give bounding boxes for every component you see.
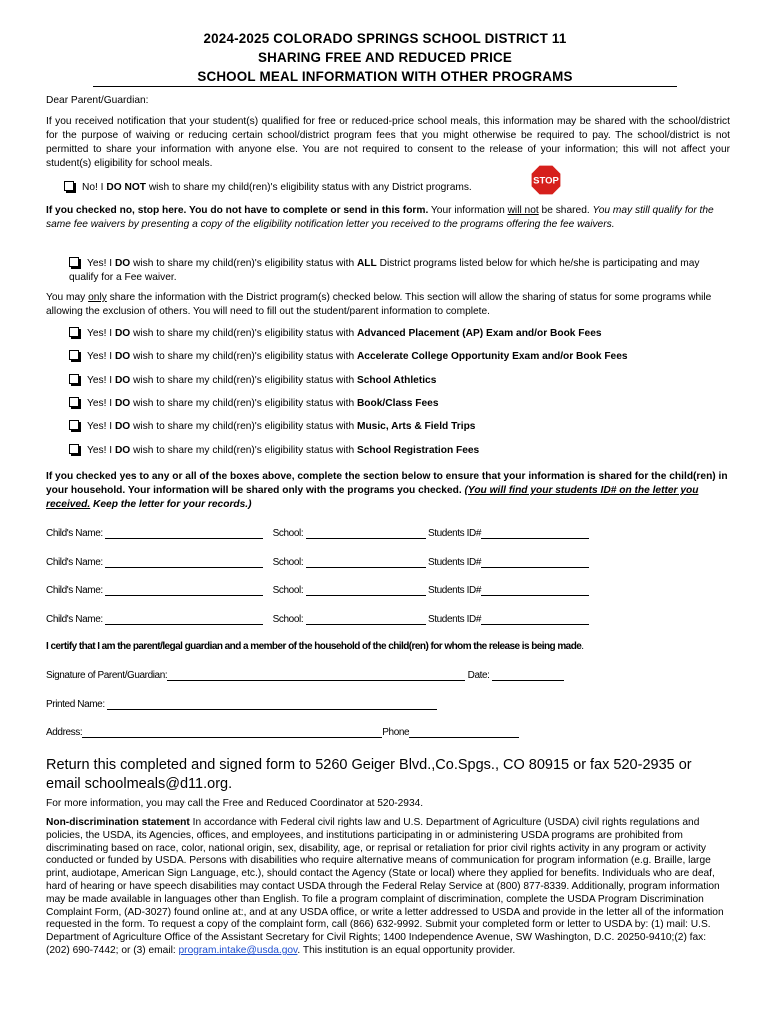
more-info: For more information, you may call the Free and Reduced Coordinator at 520-2934. — [46, 798, 424, 809]
student-id-field[interactable] — [481, 557, 589, 568]
child-row-3: Child's Name: School: Students ID# — [46, 585, 589, 596]
option-row: Yes! I DO wish to share my child(ren)'s eligibility status with Advanced Placement (AP) Exam and/or Book Fees — [69, 327, 730, 341]
all-programs-checkbox[interactable] — [69, 257, 79, 267]
school-field[interactable] — [306, 585, 426, 596]
all-programs-option: Yes! I DO wish to share my child(ren)'s eligibility status with ALL District programs listed below for which he/she is participating and may qualify for a Fee waiver. — [69, 258, 700, 283]
stop-note: If you checked no, stop here. You do not have to complete or send in this form. Your information will not be shared. You may still qualify for the same fee waivers by presenting a copy of the eligibility notification letter you received to the programs offering the fee waivers. — [46, 205, 714, 230]
school-field[interactable] — [306, 614, 426, 625]
signature-field[interactable] — [167, 670, 465, 681]
address-field[interactable] — [82, 727, 382, 738]
option-row: Yes! I DO wish to share my child(ren)'s eligibility status with School Athletics — [69, 374, 730, 388]
student-id-field[interactable] — [481, 528, 589, 539]
option-checkbox[interactable] — [69, 350, 79, 360]
address-row: Address: Phone — [46, 727, 519, 738]
school-field[interactable] — [306, 528, 426, 539]
certify-statement: I certify that I am the parent/legal guardian and a member of the household of the child(ren) for whom the release is being made. — [46, 641, 584, 652]
option-checkbox[interactable] — [69, 420, 79, 430]
school-field[interactable] — [306, 557, 426, 568]
option-checkbox[interactable] — [69, 374, 79, 384]
no-checkbox[interactable] — [64, 181, 74, 191]
title-line-2: SHARING FREE AND REDUCED PRICE — [258, 50, 512, 65]
option-row: Yes! I DO wish to share my child(ren)'s eligibility status with Accelerate College Opportunity Exam and/or Book Fees — [69, 350, 730, 364]
signature-row: Signature of Parent/Guardian: Date: — [46, 670, 564, 681]
form-title — [0, 0, 770, 87]
child-name-field[interactable] — [105, 557, 263, 568]
complete-note: If you checked yes to any or all of the boxes above, complete the section below to ensure that your information is shared for the child(ren) in your household. Your information will be shared only with the programs you checked. (You will find your students ID# on the letter you received. Keep the letter for your records.) — [46, 471, 728, 510]
student-id-field[interactable] — [481, 585, 589, 596]
printed-name-field[interactable] — [107, 699, 437, 710]
title-line-1: 2024-2025 COLORADO SPRINGS SCHOOL DISTRICT 11 — [203, 31, 567, 46]
phone-field[interactable] — [409, 727, 519, 738]
intro-paragraph: If you received notification that your student(s) qualified for free or reduced-price school meals, this information may be shared with the school/district for the purpose of waiving or reducing certain school/district program fees that you might otherwise be required to pay. The school/district is not permitted to share your information with anyone else. You are not required to consent to the release of your information; this will not affect your student(s) eligibility for school meals. — [46, 116, 730, 169]
printed-name-row: Printed Name: — [46, 699, 437, 710]
title-line-3: SCHOOL MEAL INFORMATION WITH OTHER PROGRAMS — [93, 67, 676, 87]
child-row-1: Child's Name: School: Students ID# — [46, 528, 589, 539]
return-instructions: Return this completed and signed form to 5260 Geiger Blvd.,Co.Spgs., CO 80915 or fax 520-2935 or email schoolmeals@d11.org. — [46, 757, 692, 792]
option-checkbox[interactable] — [69, 444, 79, 454]
option-row: Yes! I DO wish to share my child(ren)'s eligibility status with School Registration Fees — [69, 444, 730, 458]
student-id-field[interactable] — [481, 614, 589, 625]
nondiscrimination-statement: Non-discrimination statement In accordance with Federal civil rights law and U.S. Department of Agriculture (USDA) civil rights regulations and policies, the USDA, its Agencies, offices, and employees, and institutions participating in or administering USDA programs are prohibited from discriminating based on race, color, national origin, sex, disability, age, or reprisal or retaliation for prior civil rights activity in any program or activity conducted or funded by USDA. Persons with disabilities who require alternative means of communication for program information (e.g. Braille, large print, audiotape, American Sign Language, etc.), should contact the Agency (State or local) where they applied for benefits. Individuals who are deaf, hard of hearing or have speech disabilities may contact USDA through the Federal Relay Service at (800) 877-8339. Additionally, program information may be made available in languages other than English. To file a program complaint of discrimination, complete the USDA Program Discrimination Complaint Form, (AD-3027) found online at:, and at any USDA office, or write a letter addressed to USDA and provide in the letter all of the information requested in the form. To request a copy of the complaint form, call (866) 632-9992. Submit your completed form or letter to USDA by: (1) mail: U.S. Department of Agriculture Office of the Assistant Secretary for Civil Rights; 1400 Independence Avenue, SW Washington, D.C. 20250-9410;(2) fax: (202) 690-7442; or (3) email: program.intake@usda.gov. This institution is an equal opportunity provider. — [46, 817, 724, 956]
child-name-field[interactable] — [105, 528, 263, 539]
date-field[interactable] — [492, 670, 564, 681]
option-row: Yes! I DO wish to share my child(ren)'s eligibility status with Book/Class Fees — [69, 397, 730, 411]
usda-email-link[interactable]: program.intake@usda.gov — [178, 944, 298, 956]
no-option: No! I DO NOT wish to share my child(ren)'s eligibility status with any District programs. — [64, 181, 730, 195]
child-row-2: Child's Name: School: Students ID# — [46, 557, 589, 568]
stop-sign-icon — [530, 164, 562, 196]
option-checkbox[interactable] — [69, 397, 79, 407]
child-row-4: Child's Name: School: Students ID# — [46, 614, 589, 625]
child-name-field[interactable] — [105, 585, 263, 596]
greeting: Dear Parent/Guardian: — [46, 95, 149, 106]
stop-sign-text: STOP — [533, 175, 559, 187]
option-checkbox[interactable] — [69, 327, 79, 337]
option-row: Yes! I DO wish to share my child(ren)'s eligibility status with Music, Arts & Field Trips — [69, 420, 730, 434]
only-note: You may only share the information with the District program(s) checked below. This section will allow the sharing of status for some programs while allowing the exclusion of others. You will need to fill out the student/parent information to complete. — [46, 292, 712, 317]
child-name-field[interactable] — [105, 614, 263, 625]
